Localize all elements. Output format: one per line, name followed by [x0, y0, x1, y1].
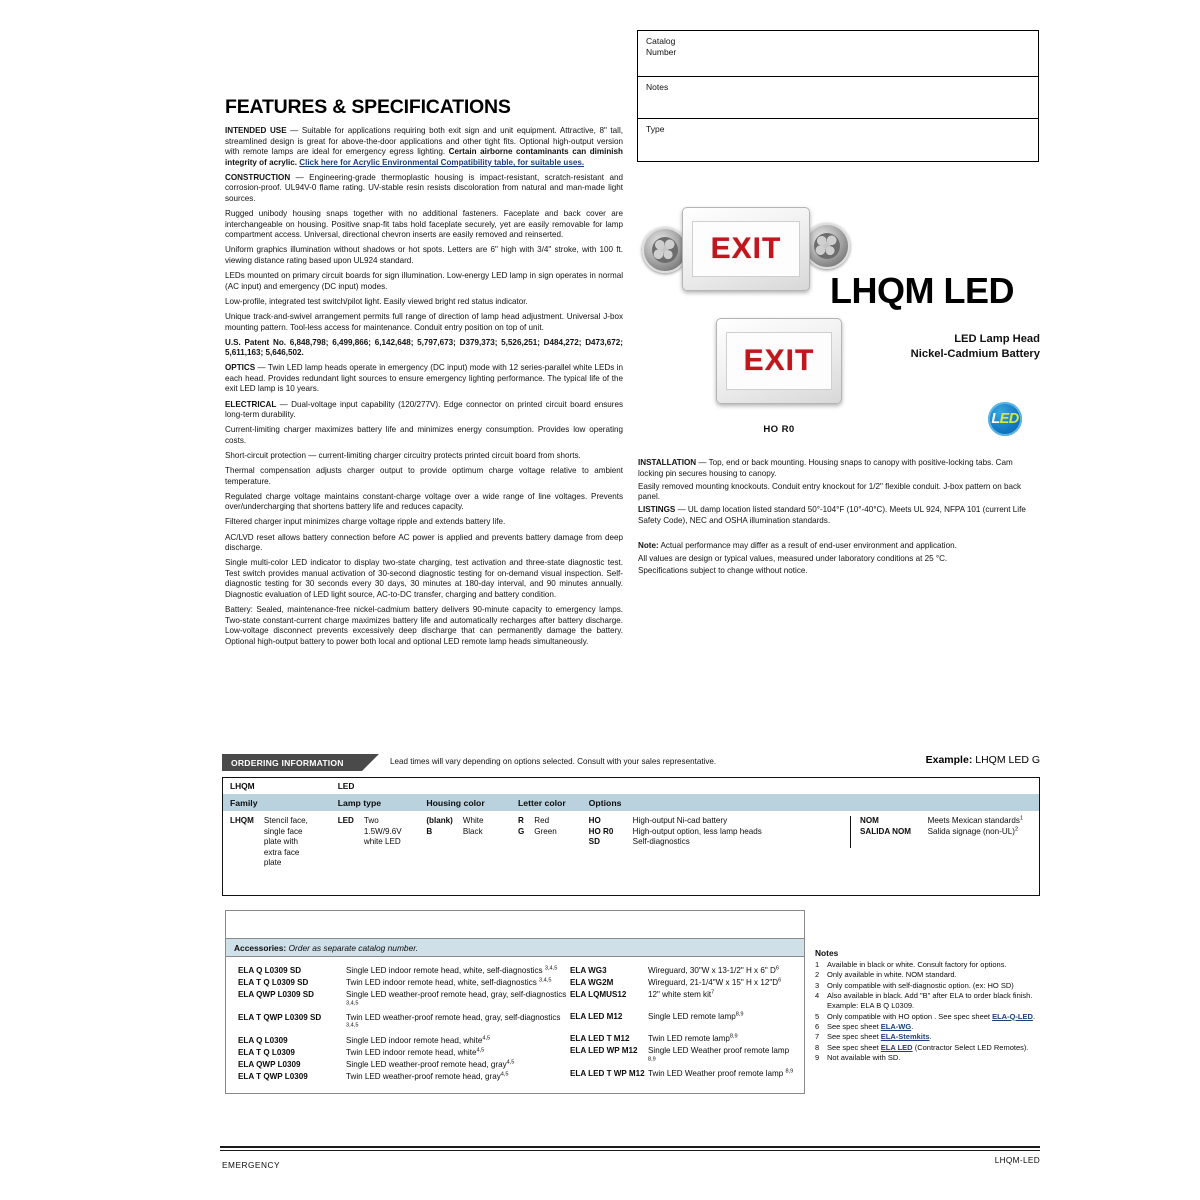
letter-color-code: G	[517, 826, 525, 836]
option-desc: Meets Mexican standards$^1$	[927, 815, 1023, 825]
accessory-desc: Single LED indoor remote head, white$^{4,5}$	[346, 1034, 491, 1045]
footer-rule-top	[220, 1146, 1040, 1148]
note-text: See spec sheet ELA-WG.	[827, 1021, 914, 1031]
options-list-a	[589, 816, 772, 848]
accessory-desc: Twin LED weather-proof remote head, gray$^{4,5}$	[346, 1071, 509, 1081]
regulated-charge-paragraph: Regulated charge voltage maintains constant-charge voltage over a wide range of line voltages. Prevents over/undercharging that shortens battery life and reduces capacity.	[225, 491, 623, 512]
battery-paragraph: Battery: Sealed, maintenance-free nickel-cadmium battery delivers 90-minute capacity to emergency lamps. Two-state constant-current charge maximizes battery life and automatically recharges after battery discharge. Low-voltage disconnect prevents excessively deep discharge that can permanently damage the battery. Optional high-output battery to power both local and optional LED remote lamp heads simultaneously.	[225, 605, 623, 646]
construction-paragraph	[225, 173, 623, 205]
intended-use-bold: Certain airborne contaminants can diminish integrity of acrylic.	[225, 147, 623, 167]
options-column-a	[589, 816, 850, 848]
top-cell-family: LHQM	[230, 781, 255, 791]
product-subtitle	[830, 332, 1040, 361]
footnote-marker: 7	[711, 989, 715, 996]
lamp-type-desc: Two 1.5W/9.6V white LED	[363, 816, 402, 847]
header-letter-color: Letter color	[511, 794, 582, 811]
note-text: See spec sheet ELA-Stemkits.	[827, 1032, 932, 1042]
cell-housing-color	[419, 811, 511, 895]
product-title: LHQM LED	[830, 270, 1014, 311]
option-item	[589, 827, 772, 838]
ordering-ribbon-label: ORDERING INFORMATION	[231, 757, 344, 768]
note-number: 2	[815, 970, 820, 980]
note-paragraph	[638, 541, 1040, 552]
exit-text: EXIT	[710, 232, 782, 265]
accessory-desc: Twin LED weather-proof remote head, gray, self-diagnostics $^{3,4,5}$	[346, 1012, 561, 1029]
lead-time-note: Lead times will vary depending on options selected. Consult with your sales representative.	[390, 757, 717, 766]
housing-color-item	[426, 816, 493, 827]
exit-sign-housing-ho-ro	[716, 318, 842, 404]
note-item	[815, 1032, 1040, 1042]
thermal-paragraph: Thermal compensation adjusts charger output to provide optimum charge voltage relative to ambient temperature.	[225, 466, 623, 486]
accessory-row	[238, 1036, 570, 1047]
top-cell-lamp-type: LED	[337, 781, 355, 791]
footnote-marker: 8,9	[785, 1068, 794, 1075]
leds-paragraph: LEDs mounted on primary circuit boards for sign illumination. Low-energy LED lamp in sign operates in normal (AC input) and emergency (DC input) modes.	[225, 271, 623, 291]
example-label: Example:	[925, 754, 973, 766]
accessory-row	[238, 1048, 570, 1059]
header-housing-color: Housing color	[419, 794, 511, 811]
ordering-information-table	[222, 777, 1040, 896]
lamp-type-list	[338, 816, 412, 848]
family-code: LHQM	[230, 816, 254, 825]
family-list	[230, 816, 325, 869]
accessory-spacer	[570, 1002, 796, 1012]
accessories-title	[226, 939, 804, 957]
option-desc: High-output option, less lamp heads	[632, 826, 762, 836]
accessory-code: ELA T Q L0309 SD	[238, 978, 309, 988]
electrical-text: — Dual-voltage input capability (120/277V). Edge connector on printed circuit board ensures long-term durability.	[225, 399, 623, 420]
note-number: 3	[815, 980, 820, 990]
option-item	[589, 816, 772, 827]
note-item	[815, 960, 1040, 970]
accessory-code: ELA Q L0309 SD	[238, 966, 302, 975]
filtered-input-paragraph: Filtered charger input minimizes charge voltage ripple and extends battery life.	[225, 517, 506, 527]
note-text: See spec sheet ELA LED (Contractor Select LED Remotes).	[827, 1042, 1029, 1052]
accessory-code: ELA QWP L0309 SD	[238, 990, 315, 1000]
options-list-b	[860, 816, 1033, 837]
footnote-marker: 6	[778, 977, 782, 984]
listings-paragraph	[638, 505, 1040, 527]
product-title-block	[830, 270, 1040, 427]
ordering-ribbon	[222, 754, 362, 771]
family-desc: Stencil face, single face plate with extra face plate	[263, 816, 308, 868]
option-code: SD	[588, 837, 600, 847]
housing-color-list	[426, 816, 493, 837]
footnote-marker: 8,9	[648, 1056, 656, 1063]
ordering-table-header-row	[223, 794, 1040, 811]
accessory-code: ELA QWP L0309	[238, 1059, 301, 1069]
note-number: 9	[815, 1053, 820, 1063]
accessory-row	[570, 1012, 796, 1023]
footnote-marker: 4,5	[506, 1059, 515, 1066]
option-desc: High-output Ni-cad battery	[632, 816, 728, 825]
housing-color-code: (blank)	[426, 816, 453, 825]
optics-text: — Twin LED lamp heads operate in emergency (DC input) mode with 12 series-parallel white LEDs in each head. Provides redundant light sources to ensure emergency lighting performance. The typical life of the exit LED lamp is 10 years.	[225, 363, 623, 394]
note-item	[815, 1053, 1040, 1063]
accessory-desc: Wireguard, 21-1/4"W x 15" H x $12"D^6$	[648, 977, 782, 988]
intended-use-paragraph	[225, 126, 623, 168]
accessory-desc: Single LED indoor remote head, white, self-diagnostics $^{3,4,5}$	[346, 965, 558, 975]
accessory-desc: Single LED Weather proof remote lamp $^{8,9}$	[648, 1046, 790, 1063]
footnote-marker: 2	[1014, 825, 1019, 832]
option-item	[860, 827, 1033, 838]
notes-heading: Notes	[815, 948, 839, 958]
note-line3: Specifications subject to change without notice.	[638, 566, 808, 576]
track-swivel-paragraph: Unique track-and-swivel arrangement permits full range of direction of lamp head adjustment. Universal J-box mounting pattern. Tool-less access for maintenance. Conduit entry position on top of unit.	[225, 311, 623, 332]
catalog-number-label-line1: Catalog	[646, 36, 676, 46]
accessory-row	[238, 966, 570, 977]
accessory-row	[570, 1034, 796, 1045]
note-item	[815, 991, 1040, 1011]
lamp-type-code: LED	[337, 816, 354, 825]
options-column-b	[850, 816, 1033, 848]
intended-use-label: INTENDED USE	[225, 126, 287, 135]
installation-paragraph	[638, 458, 1040, 480]
accessory-code: ELA WG2M	[570, 978, 614, 988]
exit-sign-faceplate	[692, 221, 800, 277]
accessory-code: ELA LED T WP M12	[570, 1069, 645, 1079]
spec-sheet-link[interactable]: ELA-Stemkits	[880, 1032, 930, 1042]
unibody-paragraph: Rugged unibody housing snaps together with no additional fasteners. Faceplate and back cover are interchangeable on housing. Positive snap-fit tabs hold faceplate securely, yet are easily removable for lamp compartment access. Universal, directional chevron inserts are easily removed and reinserted.	[225, 209, 623, 240]
note-number: 7	[815, 1032, 820, 1042]
header-lamp-type: Lamp type	[331, 794, 420, 811]
notes-section	[815, 948, 1040, 1064]
accessory-row	[238, 1060, 570, 1071]
accessory-row	[238, 978, 570, 989]
accessory-code: ELA T Q L0309	[238, 1047, 295, 1057]
accessories-left-column	[238, 966, 570, 1084]
notes-label: Notes	[646, 82, 669, 92]
accessory-desc: Twin LED Weather proof remote lamp $^{8,9}$	[648, 1068, 794, 1079]
spec-sheet-link[interactable]: ELA LED	[880, 1042, 913, 1052]
option-code: NOM	[860, 816, 879, 825]
ordering-table-body-row	[223, 811, 1040, 895]
notes-field[interactable]	[638, 77, 1038, 119]
ordering-ribbon-tail	[362, 754, 379, 771]
note-item	[815, 970, 1040, 980]
accessory-desc: Single LED weather-proof remote head, gray$^{4,5}$	[346, 1059, 515, 1069]
note-item	[815, 1043, 1040, 1053]
footnote-marker: 4,5	[476, 1046, 485, 1053]
exit-sign-faceplate-ho-ro	[726, 332, 833, 389]
accessory-row	[238, 990, 570, 1011]
accessory-desc: Single LED remote lamp$^{8,9}$	[648, 1011, 744, 1022]
charger-paragraph: Current-limiting charger maximizes battery life and minimizes energy consumption. Provides low operating costs.	[225, 425, 623, 445]
spec-sheet-link[interactable]: ELA-WG	[880, 1021, 912, 1031]
letter-color-code: R	[517, 816, 524, 825]
construction-label: CONSTRUCTION	[225, 172, 291, 182]
note-number: 1	[815, 960, 820, 969]
listings-text: — UL damp location listed standard 50°-104°F (10°-40°C). Meets UL 924, NFPA 101 (current Life Safety Code), NEC and OSHA illumination standards.	[638, 505, 1026, 525]
footnote-marker: 6	[775, 965, 779, 972]
note-number: 4	[815, 991, 820, 1001]
product-photo-exit-sign-with-lamps	[640, 197, 852, 301]
cell-family	[223, 811, 331, 895]
letter-color-desc: Green	[534, 826, 557, 836]
cell-letter-color	[511, 811, 582, 895]
top-cell-housing-color	[419, 778, 511, 795]
note-label: Note:	[638, 540, 659, 550]
footnote-marker: 8,9	[735, 1011, 744, 1018]
product-photo-exit-sign-ho-ro	[708, 312, 850, 416]
catalog-number-field[interactable]	[638, 31, 1038, 77]
footer-left-label: EMERGENCY	[222, 1160, 280, 1170]
letter-color-list	[518, 816, 567, 837]
top-cell-options	[582, 778, 1040, 795]
footnote-marker: 3,4,5	[539, 977, 552, 984]
note-number: 5	[815, 1011, 820, 1021]
housing-color-code: B	[426, 826, 433, 836]
option-code: HO	[588, 816, 601, 825]
accessory-code: ELA LED M12	[570, 1012, 623, 1022]
options-wrapper	[589, 816, 1033, 848]
aclvd-paragraph: AC/LVD reset allows battery connection before AC power is applied and prevents battery damage from deep discharge.	[225, 532, 623, 553]
subtitle-lamp-head: LED Lamp Head	[954, 333, 1040, 345]
option-desc: Self-diagnostics	[632, 837, 690, 847]
footer-rule-bottom	[220, 1150, 1040, 1151]
accessory-code: ELA T QWP L0309	[238, 1071, 308, 1081]
note-text: Only compatible with HO option . See spec sheet ELA-Q-LED.	[827, 1011, 1036, 1021]
low-profile-paragraph: Low-profile, integrated test switch/pilot light. Easily viewed bright red status indicator.	[225, 296, 528, 306]
letter-color-item	[518, 827, 567, 838]
footnote-marker: 4,5	[500, 1071, 509, 1078]
electrical-label: ELECTRICAL	[225, 399, 277, 409]
ho-ro-caption: HO R0	[763, 424, 795, 435]
note-number: 6	[815, 1021, 820, 1031]
catalog-number-label-line2: Number	[646, 46, 677, 57]
note-line2: All values are design or typical values, measured under laboratory conditions at 25 °C.	[638, 553, 948, 563]
subtitle-battery: Nickel-Cadmium Battery	[910, 347, 1040, 360]
patent-text: U.S. Patent No. 6,848,798; 6,499,866; 6,142,648; 5,797,673; D379,373; 5,526,251; D484,272; D473,672; 5,611,163; 5,646,502.	[225, 337, 623, 358]
accessories-box	[225, 910, 805, 1094]
led-badge-letter-l: L	[991, 411, 1000, 427]
housing-color-desc: White	[462, 816, 484, 825]
accessories-title-italic: Order as separate catalog number.	[286, 942, 419, 953]
cell-options	[582, 811, 1040, 895]
note-text: Available in black or white. Consult factory for options.	[827, 960, 1007, 969]
accessory-row	[238, 1013, 570, 1034]
note-text: Also available in black. Add "B" after ELA to order black finish. Example: ELA B Q L0309.	[827, 991, 1033, 1011]
accessory-code: ELA WG3	[570, 966, 607, 975]
footer	[222, 1155, 1040, 1173]
accessory-row	[238, 1072, 570, 1083]
accessory-desc: Single LED weather-proof remote head, gray, self-diagnostics $^{3,4,5}$	[346, 990, 567, 1007]
type-field[interactable]	[638, 119, 1038, 161]
accessories-blank-row	[226, 911, 804, 939]
note-text: Only available in white. NOM standard.	[827, 970, 957, 980]
lamp-type-item	[338, 816, 412, 848]
spec-sheet-link[interactable]: ELA-Q-LED	[992, 1011, 1033, 1021]
intended-use-text: — Suitable for applications requiring both exit sign and unit equipment. Attractive, 8" tall, streamlined design is great for above-the-door applications and other tight fits. Optional high-output version with remote lamps are ideal for emergency egress lighting.	[225, 126, 623, 157]
note-item	[815, 1022, 1040, 1032]
features-heading: FEATURES & SPECIFICATIONS	[225, 96, 511, 118]
accessory-row	[570, 1069, 796, 1080]
note-item	[815, 981, 1040, 991]
accessory-desc: Twin LED indoor remote head, white$^{4,5}$	[346, 1046, 485, 1057]
accessory-desc: Twin LED remote lamp$^{8,9}$	[648, 1033, 738, 1044]
accessory-code: ELA LED T M12	[570, 1034, 630, 1044]
note-text: Actual performance may differ as a result of end-user environment and application.	[658, 540, 957, 550]
accessory-code: ELA Q L0309	[238, 1035, 288, 1045]
installation-text: — Top, end or back mounting. Housing snaps to canopy with positive-locking tabs. Cam locking pin secures housing to canopy.	[638, 458, 1013, 478]
footnote-marker: 3,4,5	[346, 1000, 359, 1007]
example-value: LHQM LED G	[975, 754, 1040, 766]
footnote-marker: 4,5	[482, 1034, 491, 1041]
knockouts-paragraph: Easily removed mounting knockouts. Conduit entry knockout for 1/2" flexible conduit. J-box pattern on back panel.	[638, 481, 1022, 502]
option-desc: Salida signage $(non-UL)^2$	[927, 825, 1019, 836]
exit-text-ho-ro: EXIT	[743, 343, 815, 377]
accessory-code: ELA T QWP L0309 SD	[238, 1012, 322, 1022]
accessory-row	[570, 966, 796, 977]
patent-paragraph	[225, 338, 623, 359]
option-code: HO R0	[588, 826, 614, 836]
indicator-paragraph: Single multi-color LED indicator to display two-state charging, test activation and three-state diagnostic test. Test switch provides manual activation of 30-second diagnostic testing for on-demand visual inspection. Self-diagnostic testing for 30 seconds every 30 days, 30 minutes at 180-day interval, and 90 minutes annually. Diagnostic evaluation of LED light source, AC-to-DC transfer, charging and battery condition.	[225, 558, 623, 599]
ordering-information-header	[222, 754, 1040, 771]
accessory-code: ELA LED WP M12	[570, 1046, 638, 1056]
led-badge-letters-ed: ED	[999, 411, 1019, 427]
features-specifications-column	[225, 96, 623, 652]
footnote-marker: 8,9	[729, 1033, 738, 1040]
housing-color-item	[426, 827, 493, 838]
accessory-row	[570, 1046, 796, 1067]
optics-paragraph	[225, 363, 623, 395]
acrylic-compatibility-link[interactable]: Click here for Acrylic Environmental Compatibility table, for suitable uses.	[299, 157, 585, 167]
accessory-desc: Twin LED indoor remote head, white, self-diagnostics $^{3,4,5}$	[346, 977, 552, 988]
led-lamp-head-right	[804, 223, 850, 269]
option-item	[860, 816, 1033, 827]
letter-color-item	[518, 816, 567, 827]
note-text: Not available with SD.	[827, 1053, 901, 1063]
letter-color-desc: Red	[534, 816, 550, 825]
housing-color-desc: Black	[462, 826, 483, 836]
optics-label: OPTICS	[225, 363, 256, 373]
family-item	[230, 816, 325, 869]
accessory-code: ELA LQMUS12	[570, 990, 627, 1000]
short-circuit-paragraph: Short-circuit protection — current-limiting charger circuitry protects printed circuit board from shorts.	[225, 450, 581, 460]
header-family: Family	[223, 794, 331, 811]
accessories-title-bold: Accessories:	[234, 942, 287, 953]
type-label: Type	[646, 124, 665, 134]
cell-lamp-type	[331, 811, 420, 895]
note-item	[815, 1012, 1040, 1022]
option-code: SALIDA NOM	[860, 826, 911, 836]
led-badge-icon	[988, 402, 1022, 436]
uniform-graphics-paragraph: Uniform graphics illumination without shadows or hot spots. Letters are 6" high with 3/4" stroke, with 100 ft. viewing distance rating based upon UL924 standard.	[225, 245, 623, 266]
footer-right-label: LHQM-LED	[994, 1155, 1040, 1165]
note-number: 8	[815, 1042, 820, 1052]
header-options: Options	[582, 794, 1040, 811]
top-cell-letter-color	[511, 778, 582, 795]
accessory-spacer	[570, 1024, 796, 1034]
example-callout	[926, 754, 1040, 766]
accessories-body	[226, 957, 804, 1093]
option-item	[589, 837, 772, 848]
accessory-row	[570, 978, 796, 989]
accessory-row	[570, 990, 796, 1001]
listings-label: LISTINGS	[638, 505, 676, 515]
footnote-marker: 1	[1019, 815, 1023, 822]
catalog-form-box	[637, 30, 1039, 162]
exit-sign-housing	[682, 207, 810, 291]
footnote-marker: 3,4,5	[544, 965, 558, 972]
ordering-table-top-row	[223, 778, 1040, 795]
accessory-desc: 12" white stem kit$^7$	[648, 989, 715, 1000]
installation-label: INSTALLATION	[638, 458, 697, 467]
construction-text: — Engineering-grade thermoplastic housing is impact-resistant, scratch-resistant and corrosion-proof. UL94V-0 flame rating. UV-stable resin resists discoloration from natural and man-made light sources.	[225, 172, 623, 204]
footnote-marker: 3,4,5	[346, 1022, 359, 1029]
accessories-right-column	[570, 966, 796, 1084]
note-text: Only compatible with self-diagnostic option. (ex: HO SD)	[827, 980, 1014, 990]
installation-block	[638, 458, 1040, 579]
accessory-desc: Wireguard, 30"W x 13-1/2" H x 6" $D^6$	[648, 965, 779, 975]
electrical-paragraph	[225, 400, 623, 421]
